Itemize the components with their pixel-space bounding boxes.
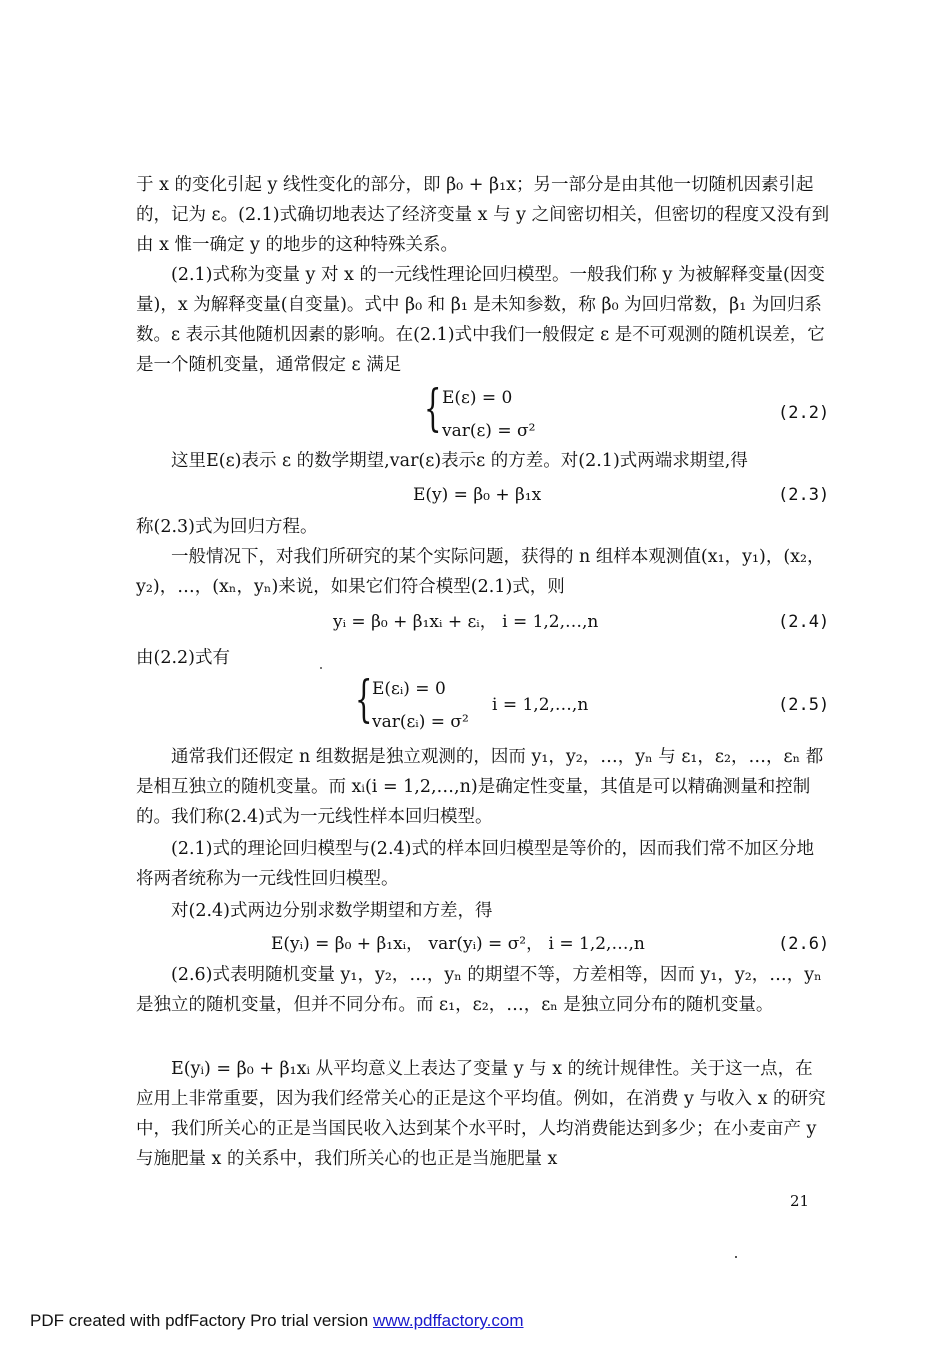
equation-2-5-line-2: var(εᵢ) = σ² [372,712,469,732]
equation-2-2-line-2: var(ε) = σ² [442,421,536,441]
equation-2-5-number: (2.5) [778,695,830,715]
paragraph-8: (2.1)式的理论回归模型与(2.4)式的样本回归模型是等价的，因而我们常不加区分地将两者统称为一元线性回归模型。 [136,839,814,889]
speck [735,1256,737,1258]
paragraph-2: (2.1)式称为变量 y 对 x 的一元线性理论回归模型。一般我们称 y 为被解释变量(因变量)，x 为解释变量(自变量)。式中 β₀ 和 β₁ 是未知参数，称 β₀ 为回归常数，β₁ 为回归系数。ε 表示其他随机因素的影响。在(2.1)式中我们一般假定 ε 是不可观测的随机误差，它是一个随机变量，通常假定 ε 满足 [136,265,825,375]
equation-brace: { [355,670,373,728]
equation-2-2-number: (2.2) [778,403,830,423]
pdf-footer [30,1311,524,1331]
paragraph-3: 这里E(ε)表示 ε 的数学期望,var(ε)表示ε 的方差。对(2.1)式两端求期望,得 [171,451,748,471]
page-number: 21 [790,1192,810,1210]
equation-2-3-number: (2.3) [778,485,830,505]
footer-link[interactable]: www.pdffactory.com [372,1311,524,1330]
paragraph-5: 一般情况下，对我们所研究的某个实际问题，获得的 n 组样本观测值(x₁，y₁)，(x₂，y₂)，…，(xₙ，yₙ)来说，如果它们符合模型(2.1)式，则 [136,547,825,597]
speck [320,667,322,669]
equation-2-5-line-1: E(εᵢ) = 0 [372,679,446,699]
paragraph-4: 称(2.3)式为回归方程。 [136,517,318,537]
paragraph-1: 于 x 的变化引起 y 线性变化的部分，即 β₀ + β₁x；另一部分是由其他一切随机因素引起的，记为 ε。(2.1)式确切地表达了经济变量 x 与 y 之间密切相关，但密切的程度又没有到由 x 惟一确定 y 的地步的这种特殊关系。 [136,175,830,255]
footer-text: PDF created with pdfFactory Pro trial version [30,1311,373,1330]
equation-2-6: E(yᵢ) = β₀ + β₁xᵢ， var(yᵢ) = σ²， i = 1,2,…,n [271,934,645,954]
equation-2-2-line-1: E(ε) = 0 [442,388,513,408]
equation-2-5-range: i = 1,2,…,n [492,695,589,715]
equation-brace: { [424,379,442,437]
paragraph-6: 由(2.2)式有 [136,648,230,668]
equation-2-6-number: (2.6) [778,934,830,954]
equation-2-4: yᵢ = β₀ + β₁xᵢ + εᵢ， i = 1,2,…,n [333,612,599,632]
paragraph-10: (2.6)式表明随机变量 y₁，y₂，…，yₙ 的期望不等，方差相等，因而 y₁，y₂，…，yₙ 是独立的随机变量，但并不同分布。而 ε₁，ε₂，…，εₙ 是独立同分布的随机变量。 [136,965,822,1015]
equation-2-4-number: (2.4) [778,612,830,632]
equation-2-3: E(y) = β₀ + β₁x [413,485,542,505]
paragraph-11: E(yᵢ) = β₀ + β₁xᵢ 从平均意义上表达了变量 y 与 x 的统计规律性。关于这一点，在应用上非常重要，因为我们经常关心的正是这个平均值。例如，在消费 y 与收入 x 的研究中，我们所关心的正是当国民收入达到某个水平时，人均消费能达到多少；在小麦亩产 y 与施肥量 x 的关系中，我们所关心的也正是当施肥量 x [136,1059,826,1169]
paragraph-9: 对(2.4)式两边分别求数学期望和方差，得 [171,901,493,921]
paragraph-7: 通常我们还假定 n 组数据是独立观测的，因而 y₁，y₂，…，yₙ 与 ε₁，ε₂，…，εₙ 都是相互独立的随机变量。而 xᵢ(i = 1,2,…,n)是确定性变量，其值是可以精确测量和控制的。我们称(2.4)式为一元线性样本回归模型。 [136,747,824,827]
